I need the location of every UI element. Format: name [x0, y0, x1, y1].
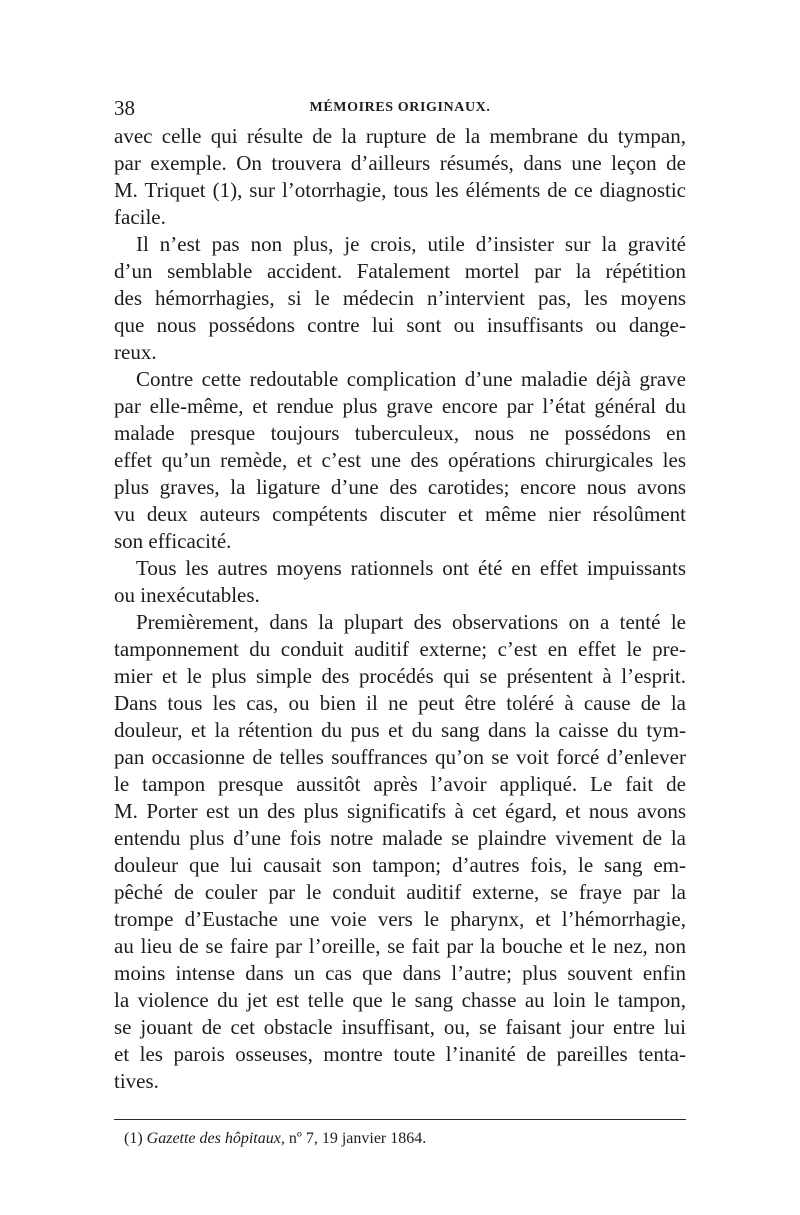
text-line: Il n’est pas non plus, je crois, utile d’insister sur la gravité: [136, 232, 686, 256]
text-line: moins intense dans un cas que dans l’autre; plus souvent enfin: [114, 961, 686, 985]
text-line: Tous les autres moyens rationnels ont été en effet impuissants: [136, 556, 686, 580]
text-line: effet qu’un remède, et c’est une des opérations chirurgicales les: [114, 448, 686, 472]
text-line: par elle-même, et rendue plus grave encore par l’état général du: [114, 394, 686, 418]
text-line: Dans tous les cas, ou bien il ne peut être toléré à cause de la: [114, 691, 686, 715]
footnote-marker: (1): [124, 1130, 143, 1147]
text-line: douleur que lui causait son tampon; d’autres fois, le sang em-: [114, 853, 686, 877]
text-line: mier et le plus simple des procédés qui se présentent à l’esprit.: [114, 664, 686, 688]
text-line: au lieu de se faire par l’oreille, se fait par la bouche et le nez, non: [114, 934, 686, 958]
text-line: entendu plus d’une fois notre malade se plaindre vivement de la: [114, 826, 686, 850]
text-line: tamponnement du conduit auditif externe; c’est en effet le pre-: [114, 637, 686, 661]
text-line: son efficacité.: [114, 529, 232, 553]
text-line: M. Triquet (1), sur l’otorrhagie, tous les éléments de ce diagnostic: [114, 178, 686, 202]
text-line: des hémorrhagies, si le médecin n’intervient pas, les moyens: [114, 286, 686, 310]
text-line: d’un semblable accident. Fatalement mortel par la répétition: [114, 259, 686, 283]
text-line: se jouant de cet obstacle insuffisant, ou, se faisant jour entre lui: [114, 1015, 686, 1039]
text-line: Premièrement, dans la plupart des observations on a tenté le: [136, 610, 686, 634]
text-line: facile.: [114, 205, 166, 229]
text-line: reux.: [114, 340, 157, 364]
footnote-journal: Gazette des hôpitaux,: [146, 1130, 285, 1147]
body-text: [114, 123, 686, 1095]
text-line: douleur, et la rétention du pus et du sang dans la caisse du tym-: [114, 718, 686, 742]
running-title: MÉMOIRES ORIGINAUX.: [309, 100, 491, 115]
text-line: que nous possédons contre lui sont ou insuffisants ou dange-: [114, 313, 686, 337]
footnote-details: nº 7, 19 janvier 1864.: [288, 1130, 427, 1147]
text-line: et les parois osseuses, montre toute l’inanité de pareilles tenta-: [114, 1042, 686, 1066]
text-line: vu deux auteurs compétents discuter et même nier résolûment: [114, 502, 686, 526]
text-line: malade presque toujours tuberculeux, nous ne possédons en: [114, 421, 686, 445]
text-line: ou inexécutables.: [114, 583, 260, 607]
page-header: [114, 96, 686, 120]
text-line: Contre cette redoutable complication d’une maladie déjà grave: [136, 367, 686, 391]
text-line: par exemple. On trouvera d’ailleurs résumés, dans une leçon de: [114, 151, 686, 175]
text-line: plus graves, la ligature d’une des carotides; encore nous avons: [114, 475, 686, 499]
text-line: la violence du jet est telle que le sang chasse au loin le tampon,: [114, 988, 686, 1012]
text-line: trompe d’Eustache une voie vers le pharynx, et l’hémorrhagie,: [114, 907, 686, 931]
footnote: [124, 1128, 684, 1150]
text-line: pêché de couler par le conduit auditif externe, se fraye par la: [114, 880, 686, 904]
text-line: M. Porter est un des plus significatifs à cet égard, et nous avons: [114, 799, 686, 823]
text-line: le tampon presque aussitôt après l’avoir appliqué. Le fait de: [114, 772, 686, 796]
text-line: avec celle qui résulte de la rupture de la membrane du tympan,: [114, 124, 686, 148]
text-line: tives.: [114, 1069, 159, 1093]
text-line: pan occasionne de telles souffrances qu’on se voit forcé d’enlever: [114, 745, 686, 769]
page-number: 38: [114, 96, 135, 120]
footnote-divider: [114, 1119, 686, 1120]
